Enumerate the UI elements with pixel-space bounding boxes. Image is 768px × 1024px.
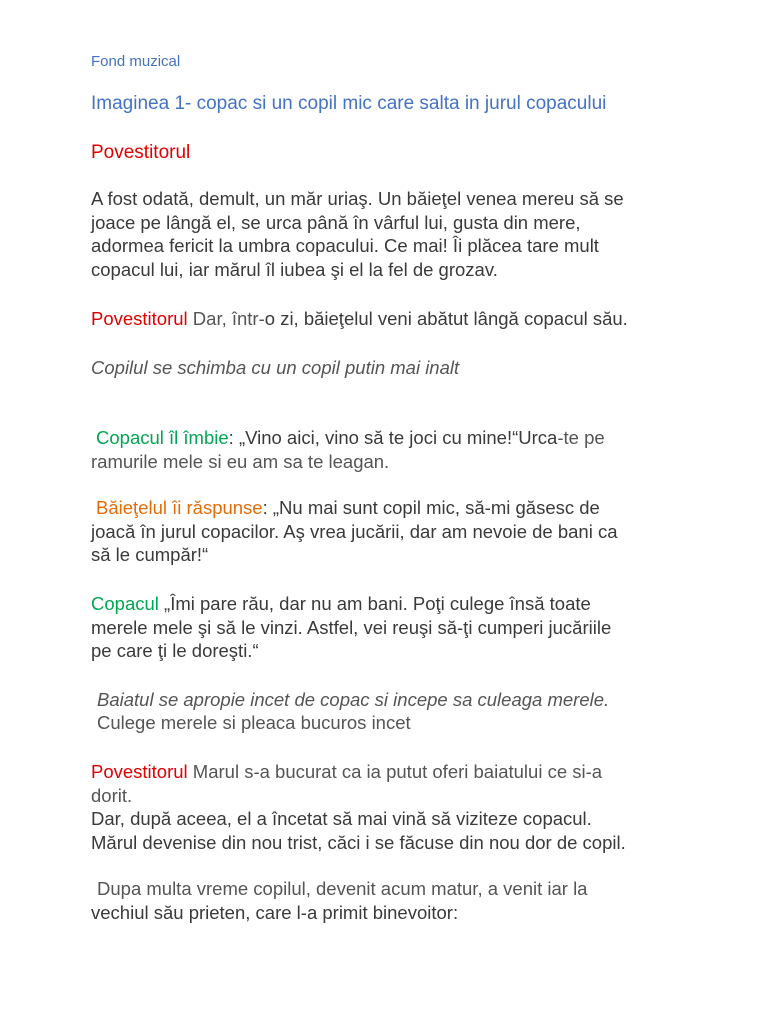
paragraph-1-line: joace pe lângă el, se urca până în vârful lui, gusta din mere, — [91, 211, 581, 233]
speaker-baietelul: Băieţelul îi răspunse — [96, 497, 263, 518]
paragraph-1-line: adormea fericit la umbra copacului. Ce mai! Îi plăcea tare mult — [91, 235, 599, 256]
paragraph-4-line: să le cumpăr!“ — [91, 544, 209, 565]
image-title: Imaginea 1- copac si un copil mic care salta in jurul copacului — [91, 93, 607, 114]
speaker-copacul-1: Copacul îl îmbie — [96, 427, 229, 448]
paragraph-6-line: dorit. — [91, 784, 133, 806]
paragraph-4-line: joacă în jurul copacilor. Aş vrea jucării, dar am nevoie de bani ca — [91, 520, 618, 542]
paragraph-3 — [91, 426, 696, 473]
paragraph-3-text: Urca — [518, 427, 558, 448]
speaker-povestitorul-1: Povestitorul — [91, 142, 191, 163]
paragraph-4-text: : „Nu mai sunt copil mic, să-mi găsesc de — [262, 497, 600, 518]
paragraph-5-line: pe care ţi le doreşti.“ — [91, 640, 259, 661]
paragraph-4 — [91, 496, 691, 567]
stage-direction-1: Copilul se schimba cu un copil putin mai inalt — [91, 357, 460, 378]
speaker-copacul-2: Copacul — [91, 593, 159, 614]
paragraph-3-line: ramurile mele si eu am sa te leagan. — [91, 450, 390, 472]
speaker-povestitorul-3: Povestitorul — [91, 761, 188, 782]
stage-direction-2: Baiatul se apropie incet de copac si incepe sa culeaga merele. — [97, 689, 610, 710]
paragraph-2-text: Dar, într- — [187, 308, 265, 329]
paragraph-1-line: copacul lui, iar mărul îl iubea şi el la fel de grozav. — [91, 258, 498, 280]
header-text: Fond muzical — [91, 53, 181, 70]
paragraph-7 — [91, 877, 691, 924]
paragraph-5 — [91, 592, 691, 663]
paragraph-2-text: o zi, băieţelul veni abătut lângă copacul său. — [264, 308, 628, 329]
stage-direction-3: Culege merele si pleaca bucuros incet — [97, 712, 411, 733]
paragraph-6 — [91, 760, 711, 854]
paragraph-3-text: -te pe — [557, 427, 605, 448]
paragraph-2 — [91, 307, 711, 331]
paragraph-6-line: Mărul devenise din nou trist, căci i se făcuse din nou dor de copil. — [91, 831, 626, 853]
paragraph-6-line: Dar, după aceea, el a încetat să mai vină să viziteze copacul. — [91, 808, 592, 829]
paragraph-6-text: Marul s-a bucurat ca ia putut oferi baiatului ce si-a — [187, 761, 603, 782]
paragraph-3-quote: „Vino aici, vino să te joci cu mine!“ — [238, 427, 519, 448]
paragraph-7-line: vechiul său prieten, care l-a primit binevoitor: — [91, 901, 459, 923]
paragraph-1-line: A fost odată, demult, un măr uriaş. Un băieţel venea mereu să se — [91, 188, 624, 209]
paragraph-5-text: „Îmi pare rău, dar nu am bani. Poţi culege însă toate — [158, 593, 591, 614]
speaker-povestitorul-2: Povestitorul — [91, 308, 188, 329]
paragraph-7-line: Dupa multa vreme copilul, devenit acum matur, a venit iar la — [97, 878, 588, 899]
paragraph-1 — [91, 187, 691, 281]
paragraph-3-text: : — [228, 427, 239, 448]
paragraph-5-line: merele mele şi să le vinzi. Astfel, vei reuşi să-ţi cumperi jucăriile — [91, 616, 612, 638]
